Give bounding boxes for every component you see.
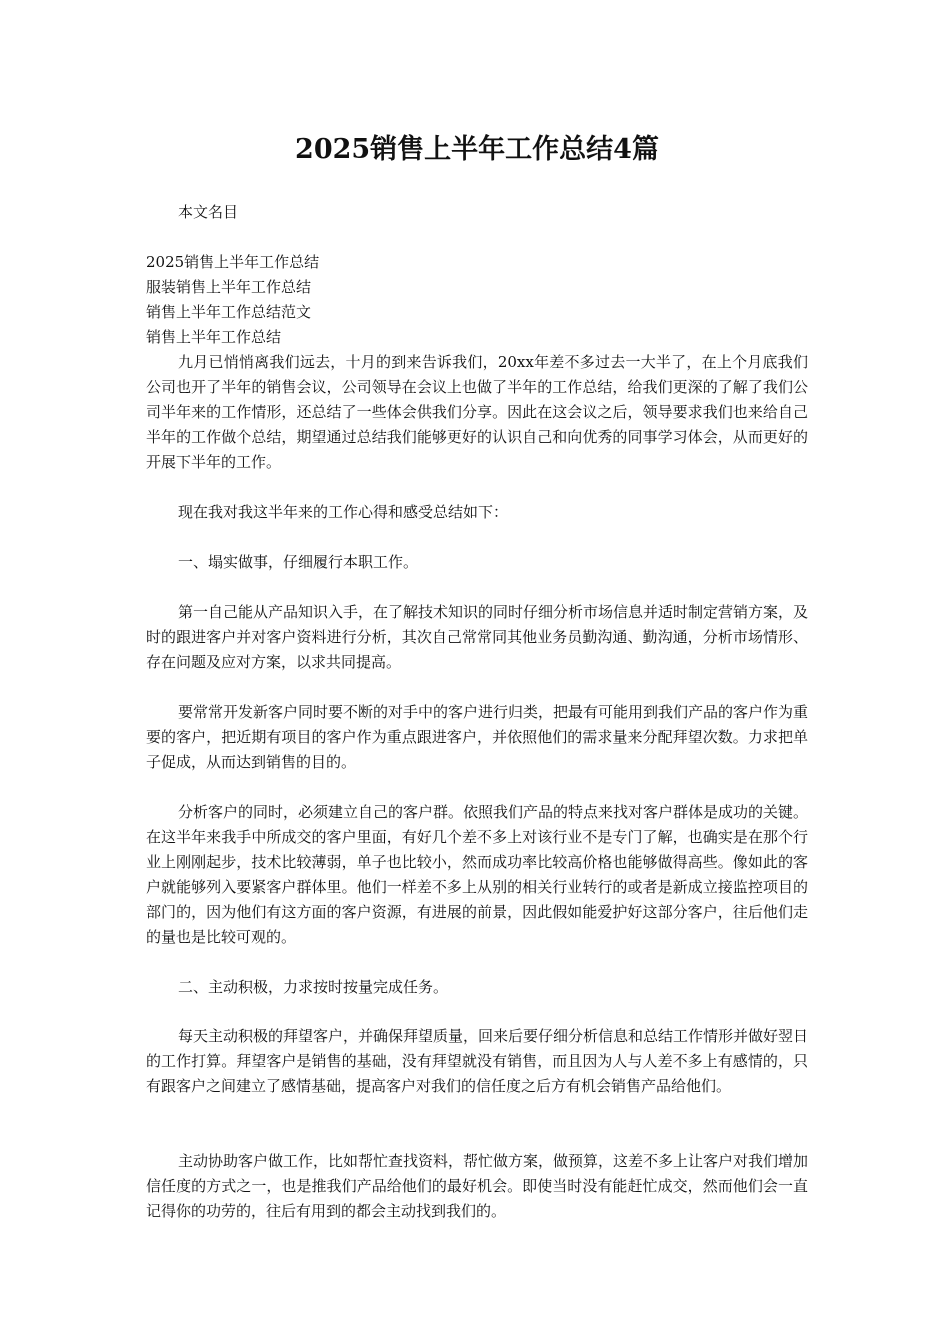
toc-item: 销售上半年工作总结 [146,328,282,346]
body-paragraph: 第一自己能从产品知识入手，在了解技术知识的同时仔细分析市场信息并适时制定营销方案，及时的跟进客户并对客户资料进行分析，其次自己常常同其他业务员勤沟通、勤沟通，分析市场情形、存在问题及应对方案，以求共同提高。 [146,603,809,671]
section-heading: 二、主动积极，力求按时按量完成任务。 [178,978,449,996]
body-paragraph: 要常常开发新客户同时要不断的对手中的客户进行归类，把最有可能用到我们产品的客户作为重要的客户，把近期有项目的客户作为重点跟进客户，并依照他们的需求量来分配拜望次数。力求把单子促成，从而达到销售的目的。 [146,703,809,771]
body-paragraph: 每天主动积极的拜望客户，并确保拜望质量，回来后要仔细分析信息和总结工作情形并做好翌日的工作打算。拜望客户是销售的基础，没有拜望就没有销售，而且因为人与人差不多上有感情的，只有跟客户之间建立了感情基础，提高客户对我们的信任度之后方有机会销售产品给他们。 [146,1027,809,1095]
body-paragraph: 九月已悄悄离我们远去，十月的到来告诉我们，20xx年差不多过去一大半了，在上个月底我们公司也开了半年的销售会议，公司领导在会议上也做了半年的工作总结，给我们更深的了解了我们公司半年来的工作情形，还总结了一些体会供我们分享。因此在这会议之后，领导要求我们也来给自己半年的工作做个总结，期望通过总结我们能够更好的认识自己和向优秀的同事学习体会，从而更好的开展下半年的工作。 [146,353,808,471]
body-paragraph: 主动协助客户做工作，比如帮忙查找资料，帮忙做方案，做预算，这差不多上让客户对我们增加信任度的方式之一，也是推我们产品给他们的最好机会。即使当时没有能赶忙成交，然而他们会一直记得你的功劳的，往后有用到的都会主动找到我们的。 [146,1152,809,1220]
document-title: 2025销售上半年工作总结4篇 [295,134,659,165]
body-paragraph: 分析客户的同时，必须建立自己的客户群。依照我们产品的特点来找对客户群体是成功的关键。在这半年来我手中所成交的客户里面，有好几个差不多上对该行业不是专门了解，也确实是在那个行业上刚刚起步，技术比较薄弱，单子也比较小，然而成功率比较高价格也能够做得高些。像如此的客户就能够列入要紧客户群体里。他们一样差不多上从别的相关行业转行的或者是新成立接监控项目的部门的，因为他们有这方面的客户资源，有进展的前景，因此假如能爱护好这部分客户，往后他们走的量也是比较可观的。 [146,803,809,946]
toc-label: 本文名目 [178,203,239,221]
body-paragraph: 现在我对我这半年来的工作心得和感受总结如下： [178,503,509,521]
section-heading: 一、塌实做事，仔细履行本职工作。 [178,553,419,571]
toc-item: 服装销售上半年工作总结 [146,278,312,296]
toc-item: 2025销售上半年工作总结 [146,253,320,271]
toc-item: 销售上半年工作总结范文 [146,303,312,321]
table-of-contents [146,250,319,350]
